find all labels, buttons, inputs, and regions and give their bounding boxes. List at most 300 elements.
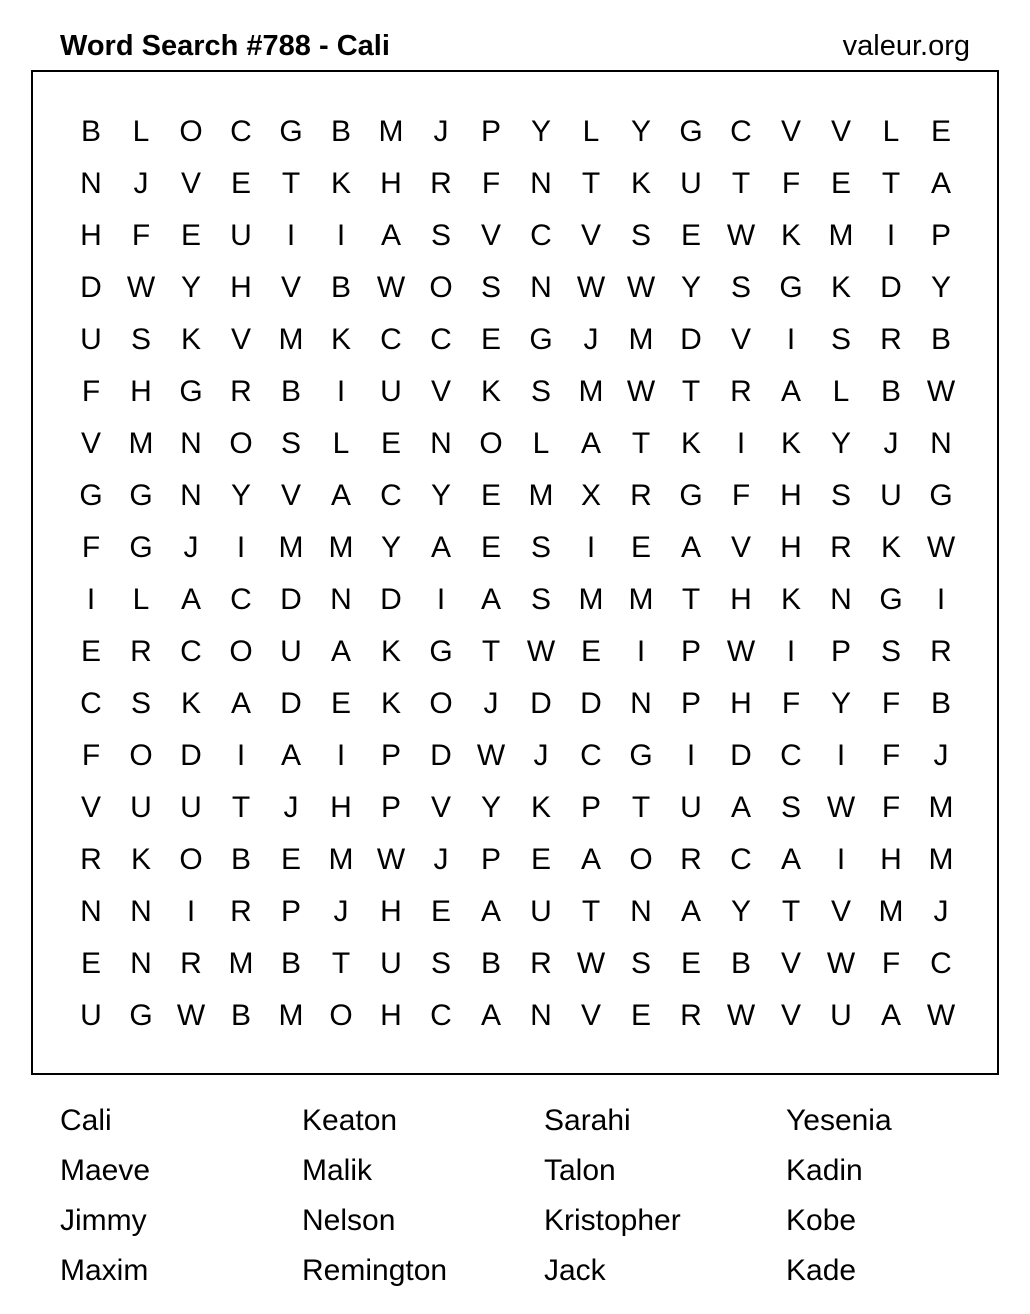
grid-letter: V — [830, 895, 851, 928]
grid-letter: K — [480, 375, 501, 408]
word-list-item: Nelson — [302, 1204, 396, 1237]
grid-letter: S — [430, 947, 451, 980]
grid-letter: C — [730, 115, 752, 148]
grid-letter: V — [430, 791, 451, 824]
grid-letter: V — [780, 999, 801, 1032]
grid-letter: A — [930, 167, 951, 200]
grid-letter: O — [329, 999, 353, 1032]
grid-letter: G — [79, 479, 103, 512]
grid-letter: E — [480, 531, 501, 564]
grid-letter: I — [636, 635, 646, 668]
grid-letter: G — [129, 999, 153, 1032]
grid-letter: K — [830, 271, 851, 304]
grid-letter: I — [786, 635, 796, 668]
grid-letter: Y — [180, 271, 201, 304]
grid-letter: T — [281, 167, 301, 200]
grid-letter: B — [280, 947, 301, 980]
grid-letter: E — [930, 115, 951, 148]
grid-letter: M — [278, 531, 304, 564]
grid-letter: K — [180, 323, 201, 356]
grid-letter: A — [230, 687, 251, 720]
grid-letter: D — [580, 687, 602, 720]
grid-letter: M — [628, 583, 654, 616]
grid-letter: I — [586, 531, 596, 564]
grid-letter: B — [930, 687, 951, 720]
grid-letter: E — [430, 895, 451, 928]
grid-letter: V — [730, 531, 751, 564]
grid-letter: H — [730, 687, 752, 720]
grid-letter: F — [781, 167, 801, 200]
grid-letter: K — [780, 427, 801, 460]
grid-letter: O — [229, 427, 253, 460]
grid-letter: D — [730, 739, 752, 772]
grid-letter: D — [180, 739, 202, 772]
grid-letter: S — [830, 479, 851, 512]
grid-letter: J — [433, 843, 449, 876]
grid-letter: W — [926, 375, 956, 408]
grid-letter: S — [880, 635, 901, 668]
grid-letter: P — [680, 687, 701, 720]
grid-letter: A — [480, 583, 501, 616]
grid-letter: M — [628, 323, 654, 356]
grid-letter: W — [826, 791, 856, 824]
grid-letter: G — [779, 271, 803, 304]
grid-letter: O — [429, 271, 453, 304]
grid-letter: C — [730, 843, 752, 876]
grid-letter: T — [881, 167, 901, 200]
grid-letter: B — [480, 947, 501, 980]
grid-letter: M — [228, 947, 254, 980]
grid-letter: N — [130, 895, 152, 928]
grid-letter: K — [180, 687, 201, 720]
grid-letter: N — [80, 167, 102, 200]
grid-letter: P — [280, 895, 301, 928]
grid-letter: V — [80, 791, 101, 824]
grid-letter: R — [880, 323, 902, 356]
grid-letter: P — [380, 739, 401, 772]
grid-letter: D — [280, 687, 302, 720]
grid-letter: A — [580, 427, 601, 460]
grid-letter: Y — [380, 531, 401, 564]
grid-letter: G — [629, 739, 653, 772]
grid-letter: G — [929, 479, 953, 512]
grid-letter: T — [231, 791, 251, 824]
grid-letter: M — [328, 843, 354, 876]
grid-letter: H — [230, 271, 252, 304]
grid-letter: N — [80, 895, 102, 928]
grid-letter: A — [880, 999, 901, 1032]
grid-letter: Y — [930, 271, 951, 304]
grid-letter: D — [680, 323, 702, 356]
grid-letter: T — [331, 947, 351, 980]
grid-letter: F — [881, 947, 901, 980]
grid-letter: U — [880, 479, 902, 512]
grid-letter: R — [730, 375, 752, 408]
grid-letter: M — [578, 583, 604, 616]
grid-letter: R — [530, 947, 552, 980]
grid-letter: N — [630, 687, 652, 720]
grid-letter: D — [380, 583, 402, 616]
grid-letter: H — [330, 791, 352, 824]
grid-letter: M — [378, 115, 404, 148]
grid-letter: S — [630, 947, 651, 980]
grid-letter: M — [928, 791, 954, 824]
grid-letter: P — [380, 791, 401, 824]
grid-letter: C — [930, 947, 952, 980]
grid-letter: T — [581, 895, 601, 928]
grid-letter: E — [680, 947, 701, 980]
grid-letter: M — [128, 427, 154, 460]
grid-letter: F — [481, 167, 501, 200]
grid-letter: O — [429, 687, 453, 720]
grid-letter: E — [380, 427, 401, 460]
puzzle-board — [31, 70, 999, 1075]
grid-letter: C — [580, 739, 602, 772]
grid-letter: C — [80, 687, 102, 720]
grid-letter: N — [930, 427, 952, 460]
grid-letter: E — [180, 219, 201, 252]
grid-letter: K — [780, 219, 801, 252]
grid-letter: G — [679, 115, 703, 148]
grid-letter: B — [330, 115, 351, 148]
grid-letter: K — [630, 167, 651, 200]
grid-letter: J — [483, 687, 499, 720]
grid-letter: O — [179, 843, 203, 876]
word-list-item: Kristopher — [544, 1204, 681, 1237]
grid-letter: F — [81, 375, 101, 408]
grid-letter: V — [480, 219, 501, 252]
grid-letter: C — [430, 323, 452, 356]
grid-letter: I — [436, 583, 446, 616]
grid-letter: V — [80, 427, 101, 460]
grid-letter: A — [180, 583, 201, 616]
grid-letter: W — [376, 843, 406, 876]
grid-letter: W — [926, 999, 956, 1032]
grid-letter: E — [80, 947, 101, 980]
grid-letter: U — [230, 219, 252, 252]
grid-letter: I — [236, 739, 246, 772]
grid-letter: A — [380, 219, 401, 252]
grid-letter: B — [230, 999, 251, 1032]
grid-letter: I — [86, 583, 96, 616]
grid-letter: V — [580, 219, 601, 252]
grid-letter: F — [731, 479, 751, 512]
grid-letter: D — [530, 687, 552, 720]
grid-letter: P — [830, 635, 851, 668]
grid-letter: U — [530, 895, 552, 928]
grid-letter: I — [836, 843, 846, 876]
grid-letter: G — [129, 531, 153, 564]
grid-letter: T — [481, 635, 501, 668]
grid-letter: K — [780, 583, 801, 616]
grid-letter: E — [580, 635, 601, 668]
grid-letter: I — [236, 531, 246, 564]
grid-letter: I — [336, 739, 346, 772]
grid-letter: H — [130, 375, 152, 408]
grid-letter: N — [180, 479, 202, 512]
word-list-item: Malik — [302, 1154, 373, 1187]
grid-letter: G — [279, 115, 303, 148]
grid-letter: J — [433, 115, 449, 148]
word-list-item: Kadin — [786, 1154, 863, 1187]
page-title: Word Search #788 - Cali — [60, 30, 390, 62]
grid-letter: I — [836, 739, 846, 772]
grid-letter: Y — [230, 479, 251, 512]
word-list-item: Kobe — [786, 1204, 857, 1237]
grid-letter: N — [330, 583, 352, 616]
grid-letter: E — [530, 843, 551, 876]
grid-letter: G — [529, 323, 553, 356]
grid-letter: A — [330, 479, 351, 512]
grid-letter: B — [330, 271, 351, 304]
grid-letter: U — [680, 791, 702, 824]
grid-letter: K — [530, 791, 551, 824]
grid-letter: M — [578, 375, 604, 408]
grid-letter: J — [133, 167, 149, 200]
grid-letter: J — [933, 895, 949, 928]
grid-letter: V — [780, 115, 801, 148]
word-list-item: Cali — [60, 1104, 112, 1137]
word-list-item: Kade — [786, 1254, 857, 1287]
grid-letter: G — [179, 375, 203, 408]
grid-letter: K — [380, 635, 401, 668]
grid-letter: V — [180, 167, 201, 200]
grid-letter: J — [183, 531, 199, 564]
grid-letter: I — [286, 219, 296, 252]
grid-letter: W — [726, 999, 756, 1032]
word-list-item: Jack — [544, 1254, 606, 1287]
grid-letter: C — [180, 635, 202, 668]
grid-letter: M — [328, 531, 354, 564]
grid-letter: E — [230, 167, 251, 200]
grid-letter: D — [280, 583, 302, 616]
grid-letter: A — [730, 791, 751, 824]
grid-letter: I — [936, 583, 946, 616]
grid-letter: O — [129, 739, 153, 772]
grid-letter: N — [630, 895, 652, 928]
grid-letter: N — [530, 271, 552, 304]
grid-letter: S — [280, 427, 301, 460]
grid-letter: F — [781, 687, 801, 720]
grid-letter: C — [380, 479, 402, 512]
grid-letter: R — [930, 635, 952, 668]
grid-letter: O — [179, 115, 203, 148]
grid-letter: A — [780, 375, 801, 408]
grid-letter: Y — [430, 479, 451, 512]
grid-letter: J — [533, 739, 549, 772]
grid-letter: C — [530, 219, 552, 252]
grid-letter: E — [480, 479, 501, 512]
grid-letter: R — [230, 375, 252, 408]
grid-letter: M — [278, 999, 304, 1032]
grid-letter: M — [878, 895, 904, 928]
grid-letter: L — [132, 115, 150, 148]
grid-letter: D — [430, 739, 452, 772]
grid-letter: D — [80, 271, 102, 304]
grid-letter: M — [828, 219, 854, 252]
grid-letter: W — [576, 947, 606, 980]
grid-letter: F — [81, 531, 101, 564]
grid-letter: F — [81, 739, 101, 772]
grid-letter: M — [528, 479, 554, 512]
grid-letter: J — [333, 895, 349, 928]
grid-letter: U — [380, 375, 402, 408]
grid-letter: F — [131, 219, 151, 252]
grid-letter: P — [580, 791, 601, 824]
grid-letter: S — [730, 271, 751, 304]
grid-letter: C — [780, 739, 802, 772]
grid-letter: N — [180, 427, 202, 460]
grid-letter: W — [726, 635, 756, 668]
grid-letter: R — [430, 167, 452, 200]
grid-letter: B — [280, 375, 301, 408]
grid-letter: V — [280, 271, 301, 304]
grid-letter: Y — [680, 271, 701, 304]
grid-letter: S — [630, 219, 651, 252]
grid-letter: R — [130, 635, 152, 668]
grid-letter: W — [126, 271, 156, 304]
grid-letter: I — [336, 219, 346, 252]
grid-letter: W — [826, 947, 856, 980]
grid-letter: S — [830, 323, 851, 356]
grid-letter: H — [80, 219, 102, 252]
grid-letter: V — [730, 323, 751, 356]
word-list-item: Maeve — [60, 1154, 151, 1187]
grid-letter: U — [80, 999, 102, 1032]
grid-letter: K — [330, 167, 351, 200]
grid-letter: G — [129, 479, 153, 512]
grid-letter: E — [630, 999, 651, 1032]
grid-letter: W — [376, 271, 406, 304]
grid-letter: U — [380, 947, 402, 980]
grid-letter: N — [830, 583, 852, 616]
grid-letter: J — [933, 739, 949, 772]
grid-letter: T — [581, 167, 601, 200]
grid-letter: S — [130, 323, 151, 356]
grid-letter: S — [480, 271, 501, 304]
word-list-item: Maxim — [60, 1254, 149, 1287]
word-list-item: Keaton — [302, 1104, 398, 1137]
grid-letter: O — [629, 843, 653, 876]
grid-letter: D — [880, 271, 902, 304]
grid-letter: E — [630, 531, 651, 564]
grid-letter: I — [686, 739, 696, 772]
grid-letter: B — [80, 115, 101, 148]
grid-letter: E — [830, 167, 851, 200]
grid-letter: S — [130, 687, 151, 720]
grid-letter: I — [786, 323, 796, 356]
grid-letter: K — [380, 687, 401, 720]
grid-letter: U — [180, 791, 202, 824]
grid-letter: U — [130, 791, 152, 824]
grid-letter: Y — [830, 687, 851, 720]
grid-letter: F — [881, 791, 901, 824]
grid-letter: M — [278, 323, 304, 356]
grid-letter: R — [680, 843, 702, 876]
grid-letter: Y — [830, 427, 851, 460]
grid-letter: A — [680, 895, 701, 928]
grid-letter: P — [930, 219, 951, 252]
grid-letter: S — [780, 791, 801, 824]
grid-letter: I — [336, 375, 346, 408]
grid-letter: Y — [480, 791, 501, 824]
word-list-item: Remington — [302, 1254, 448, 1287]
grid-letter: C — [380, 323, 402, 356]
grid-letter: K — [880, 531, 901, 564]
grid-letter: N — [530, 999, 552, 1032]
grid-letter: N — [130, 947, 152, 980]
grid-letter: C — [230, 115, 252, 148]
grid-letter: B — [730, 947, 751, 980]
grid-letter: C — [430, 999, 452, 1032]
grid-letter: A — [580, 843, 601, 876]
grid-letter: C — [230, 583, 252, 616]
grid-letter: T — [681, 375, 701, 408]
grid-letter: E — [80, 635, 101, 668]
grid-letter: W — [626, 271, 656, 304]
grid-letter: E — [280, 843, 301, 876]
grid-letter: T — [631, 427, 651, 460]
word-list — [60, 1096, 1028, 1296]
word-list-item: Sarahi — [544, 1104, 631, 1137]
grid-letter: E — [480, 323, 501, 356]
grid-letter: V — [780, 947, 801, 980]
grid-letter: U — [280, 635, 302, 668]
grid-letter: G — [879, 583, 903, 616]
grid-letter: W — [726, 219, 756, 252]
grid-letter: O — [229, 635, 253, 668]
grid-letter: V — [580, 999, 601, 1032]
letter-grid — [66, 106, 966, 1042]
grid-letter: S — [530, 583, 551, 616]
grid-letter: Y — [530, 115, 551, 148]
grid-letter: B — [930, 323, 951, 356]
grid-letter: W — [476, 739, 506, 772]
grid-letter: R — [630, 479, 652, 512]
grid-letter: S — [530, 375, 551, 408]
grid-letter: R — [230, 895, 252, 928]
grid-letter: M — [928, 843, 954, 876]
grid-letter: F — [881, 739, 901, 772]
grid-letter: F — [881, 687, 901, 720]
grid-letter: H — [880, 843, 902, 876]
grid-letter: T — [731, 167, 751, 200]
grid-letter: A — [480, 999, 501, 1032]
grid-letter: V — [230, 323, 251, 356]
grid-letter: L — [532, 427, 550, 460]
grid-letter: A — [430, 531, 451, 564]
grid-letter: H — [780, 479, 802, 512]
grid-letter: H — [780, 531, 802, 564]
grid-letter: V — [830, 115, 851, 148]
grid-letter: A — [280, 739, 301, 772]
grid-letter: N — [430, 427, 452, 460]
grid-letter: V — [430, 375, 451, 408]
grid-letter: R — [180, 947, 202, 980]
grid-letter: K — [680, 427, 701, 460]
grid-letter: A — [330, 635, 351, 668]
grid-letter: L — [332, 427, 350, 460]
grid-letter: J — [283, 791, 299, 824]
grid-letter: H — [730, 583, 752, 616]
grid-letter: R — [830, 531, 852, 564]
grid-letter: K — [330, 323, 351, 356]
grid-letter: Y — [630, 115, 651, 148]
grid-letter: W — [176, 999, 206, 1032]
word-list-item: Jimmy — [60, 1204, 147, 1237]
grid-letter: I — [186, 895, 196, 928]
grid-letter: H — [380, 167, 402, 200]
